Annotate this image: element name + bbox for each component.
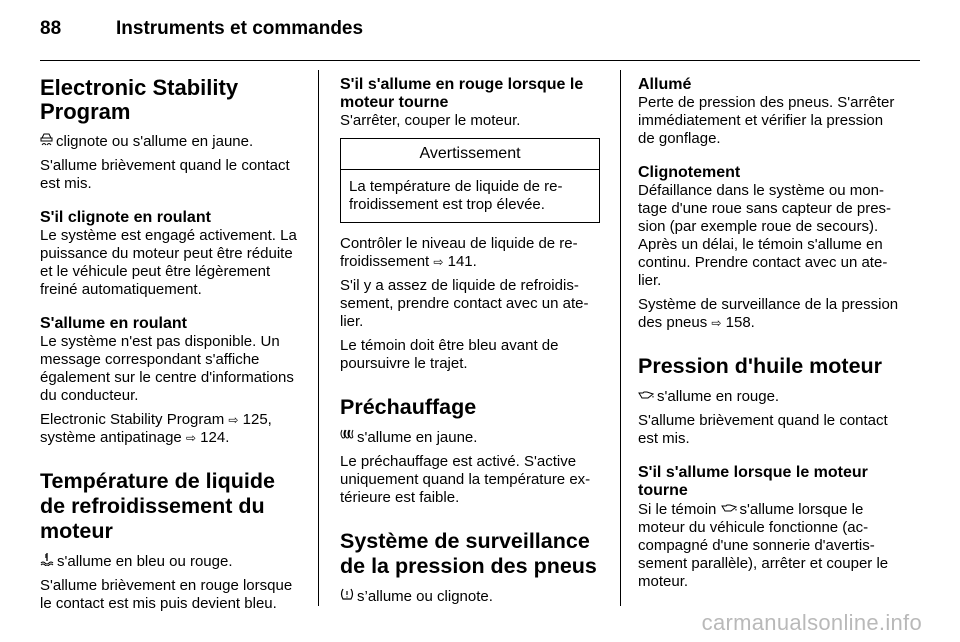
page-number: 88 <box>40 18 62 39</box>
flash-heading: Clignotement <box>638 164 741 181</box>
oil-running-heading: S'il s'allume lorsque le moteur tourne <box>638 464 868 499</box>
oil-running-post: s'allume lorsque le moteur du véhicule fonctionne (accompagné d'une sonnerie d'avertissement parallèle), arrêter et couper le moteur. <box>638 501 889 590</box>
page-ref-arrow-icon: ⇨ <box>711 316 722 330</box>
warning-title: Avertissement <box>341 139 599 170</box>
coolant-p1: S'allume brièvement en rouge lorsque le contact est mis puis devient bleu. <box>40 577 293 612</box>
tpms-status-text: s’allume ou clignote. <box>357 588 493 605</box>
warning-box <box>340 138 600 223</box>
red-heading: S'il s'allume en rouge lorsque le moteur tourne <box>340 76 584 111</box>
coolant-status-text: s'allume en bleu ou rouge. <box>57 553 233 570</box>
flash-text: Défaillance dans le système ou montage d'une roue sans capteur de pression (par exemple roue de secours). Après un délai, le témoin s'allume en continu. Prendre contact avec un atelier. <box>638 182 892 289</box>
tpms-reference <box>638 296 903 332</box>
lit-heading: S'allume en roulant <box>40 315 187 332</box>
red-text: S'arrêter, couper le moteur. <box>340 112 521 129</box>
coolant-heading: Température de liquide de refroidissement du moteur <box>40 469 275 543</box>
oil-status-text: s'allume en rouge. <box>657 388 780 405</box>
esp-status-text: clignote ou s'allume en jaune. <box>56 133 254 150</box>
oil-status <box>638 387 903 406</box>
on-text: Perte de pression des pneus. S'arrêter immédiatement et vérifier la pression de gonflage. <box>638 94 895 147</box>
page-header <box>40 18 363 40</box>
preheat-p1: Le préchauffage est activé. S'active uniquement quand la température extérieure est faible. <box>340 453 591 506</box>
page-ref-arrow-icon: ⇨ <box>433 255 444 269</box>
column-1 <box>40 76 305 619</box>
ref-tc-page[interactable]: 124. <box>200 429 230 446</box>
column-2 <box>340 76 602 612</box>
ref-esp-page[interactable]: 125, <box>242 411 272 428</box>
check-text: Contrôler le niveau de liquide de refroidissement <box>340 235 578 270</box>
page-ref-arrow-icon: ⇨ <box>228 413 239 427</box>
tpms-status <box>340 587 602 606</box>
on-heading: Allumé <box>638 76 692 93</box>
column-divider-2 <box>620 70 621 606</box>
ref-esp-text: Electronic Stability Program <box>40 411 225 428</box>
esp-p1: S'allume brièvement quand le contact est mis. <box>40 157 290 192</box>
esp-car-icon <box>40 132 53 150</box>
glow-plug-icon <box>340 428 354 446</box>
oil-running-pre: Si le témoin <box>638 501 717 518</box>
preheat-status-text: s'allume en jaune. <box>357 429 478 446</box>
coolant-thermometer-icon <box>40 552 54 570</box>
tpms-heading: Système de surveillance de la pression des pneus <box>340 529 597 578</box>
esp-heading: Electronic Stability Program <box>40 75 239 124</box>
tpms-ref-text: Système de surveillance de la pression des pneus <box>638 296 899 331</box>
blue-text: Le témoin doit être bleu avant de poursuivre le trajet. <box>340 337 559 372</box>
coolant-status <box>40 552 305 571</box>
check-page[interactable]: 141. <box>447 253 477 270</box>
ref-tc-text: système antipatinage <box>40 429 182 446</box>
check-coolant <box>340 235 602 271</box>
tpms-ref-page[interactable]: 158. <box>725 314 755 331</box>
oil-can-icon <box>721 500 737 518</box>
oil-can-icon <box>638 387 654 405</box>
blink-text: Le système est engagé activement. La puissance du moteur peut être réduite et le véhicule peut être légèrement freiné automatiquement. <box>40 227 297 298</box>
enough-text: S'il y a assez de liquide de refroidissement, prendre contact avec un atelier. <box>340 277 589 330</box>
warning-body: La température de liquide de refroidissement est trop élevée. <box>349 178 563 213</box>
esp-references <box>40 411 305 447</box>
column-divider-1 <box>318 70 319 606</box>
lit-text: Le système n'est pas disponible. Un message correspondant s'affiche également sur le centre d'informations du conducteur. <box>40 333 294 404</box>
header-rule <box>40 60 920 61</box>
oil-heading: Pression d'huile moteur <box>638 354 883 378</box>
watermark: carmanualsonline.info <box>701 610 922 635</box>
tire-pressure-icon <box>340 587 354 605</box>
preheat-heading: Préchauffage <box>340 395 477 419</box>
blink-heading: S'il clignote en roulant <box>40 209 211 226</box>
oil-running-text <box>638 500 903 591</box>
page-ref-arrow-icon: ⇨ <box>185 431 196 445</box>
column-3 <box>638 76 903 597</box>
oil-p1: S'allume brièvement quand le contact est mis. <box>638 412 888 447</box>
esp-status <box>40 132 305 151</box>
page-title: Instruments et commandes <box>116 18 364 39</box>
preheat-status <box>340 428 602 447</box>
